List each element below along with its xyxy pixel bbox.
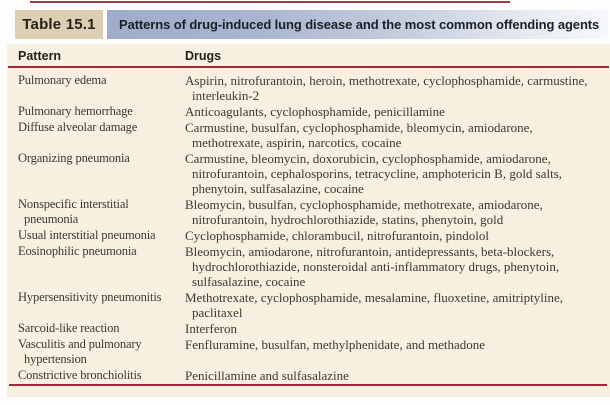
table-row (18, 73, 602, 103)
column-header-drugs: Drugs (185, 49, 222, 63)
pattern-cell: Usual interstitial pneumonia (18, 228, 156, 242)
pattern-cell: Sarcoid-like reaction (18, 321, 120, 335)
table-row (18, 290, 602, 320)
drugs-cell: Carmustine, bleomycin, doxorubicin, cyclophosphamide, amiodarone, nitrofurantoin, cephalosporins, tetracycline, amphotericin B, gold salts, phenytoin, sulfasalazine, cocaine (185, 151, 563, 196)
pattern-cell: Eosinophilic pneumonia (18, 244, 137, 258)
table-number-label: Table 15.1 (15, 10, 103, 39)
drugs-cell: Carmustine, busulfan, cyclophosphamide, bleomycin, amiodarone, methotrexate, aspirin, narcotics, cocaine (185, 120, 533, 150)
bottom-rule (9, 384, 607, 386)
column-header-row (7, 44, 610, 63)
pattern-cell: Constrictive bronchiolitis (18, 368, 142, 382)
table-row (18, 368, 602, 383)
drugs-cell: Aspirin, nitrofurantoin, heroin, methotrexate, cyclophosphamide, carmustine, interleukin-2 (185, 73, 588, 103)
drugs-cell: Anticoagulants, cyclophosphamide, penicillamine (185, 104, 445, 119)
table-row (18, 104, 602, 119)
drugs-cell: Methotrexate, cyclophosphamide, mesalamine, fluoxetine, amitriptyline, paclitaxel (185, 290, 563, 320)
pattern-cell: Organizing pneumonia (18, 151, 130, 165)
table-rows (7, 68, 610, 383)
table-row (18, 228, 602, 243)
drugs-cell: Cyclophosphamide, chlorambucil, nitrofurantoin, pindolol (185, 228, 490, 243)
pattern-cell: Hypersensitivity pneumonitis (18, 290, 162, 304)
drugs-cell: Interferon (185, 321, 237, 336)
table-row (18, 244, 602, 289)
table-title: Patterns of drug-induced lung disease and the most common offending agents (107, 10, 608, 39)
pattern-cell: Nonspecific interstitial pneumonia (18, 197, 129, 226)
drugs-cell: Bleomycin, amiodarone, nitrofurantoin, antidepressants, beta-blockers, hydrochlorothiazide, nonsteroidal anti-inflammatory drugs, phenytoin, sulfasalazine, cocaine (185, 244, 560, 289)
table-row (18, 120, 602, 150)
table-row (18, 197, 602, 227)
table-panel (7, 44, 610, 397)
table-titlebar (15, 10, 608, 39)
drugs-cell: Penicillamine and sulfasalazine (185, 368, 349, 383)
pattern-cell: Pulmonary edema (18, 73, 107, 87)
pattern-cell: Vasculitis and pulmonary hypertension (18, 337, 142, 366)
drugs-cell: Fenfluramine, busulfan, methylphenidate, and methadone (185, 337, 485, 352)
column-header-pattern: Pattern (18, 49, 62, 63)
table-row (18, 337, 602, 367)
pattern-cell: Pulmonary hemorrhage (18, 104, 133, 118)
drugs-cell: Bleomycin, busulfan, cyclophosphamide, methotrexate, amiodarone, nitrofurantoin, hydrochlorothiazide, statins, phenytoin, gold (185, 197, 543, 227)
pattern-cell: Diffuse alveolar damage (18, 120, 138, 134)
table-row (18, 321, 602, 336)
table-row (18, 151, 602, 196)
scan-artifact-line (30, 1, 510, 3)
